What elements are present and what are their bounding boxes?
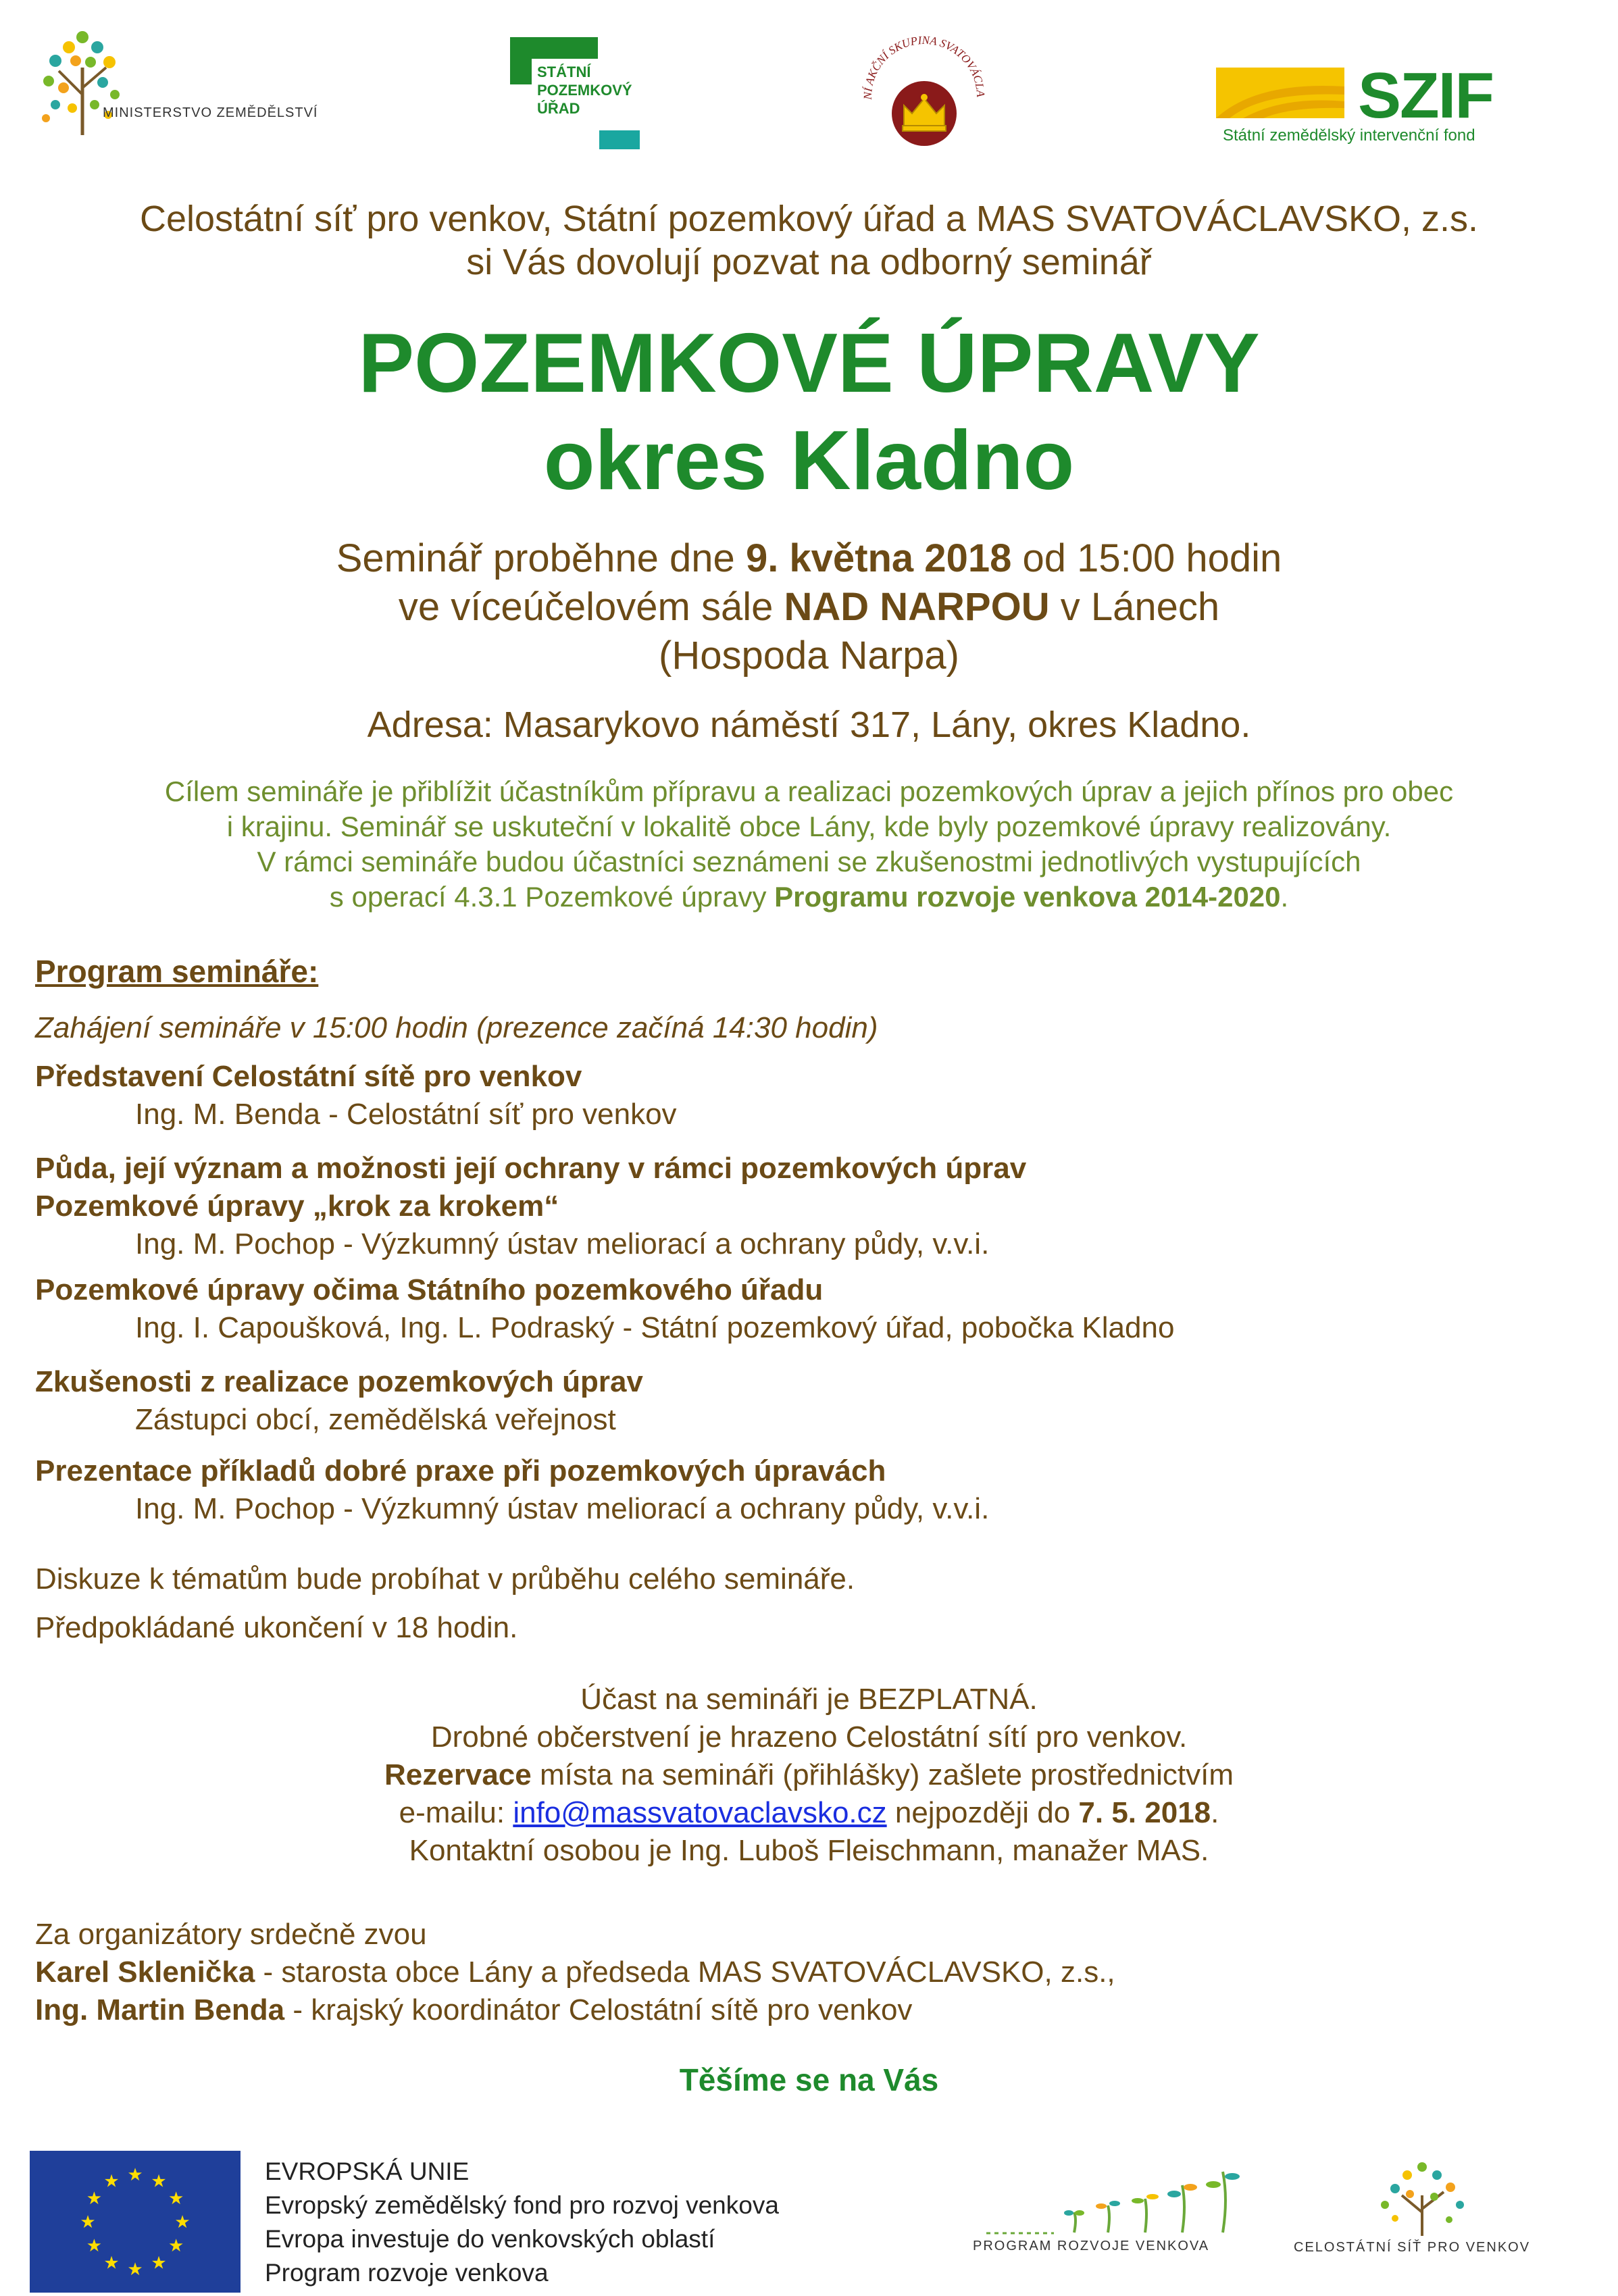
eu-star-icon: ★ [151,2170,167,2191]
program-item-speaker: Ing. M. Benda - Celostátní síť pro venkov [135,1098,677,1131]
organizer-1 [35,1954,1115,1991]
eu-star-icon: ★ [174,2212,191,2232]
program-opening: Zahájení semináře v 15:00 hodin (prezence začíná 14:30 hodin) [35,1011,878,1044]
program-item-title: Zkušenosti z realizace pozemkových úprav [35,1365,643,1398]
logo-statni-pozemkovy-urad [510,37,645,152]
program-item-speaker: Ing. M. Pochop - Výzkumný ústav meliorací a ochrany půdy, v.v.i. [135,1492,990,1525]
info-line-1: Účast na semináři je BEZPLATNÁ. [580,1683,1038,1716]
prv-sprouts-icon [973,2168,1257,2236]
program-heading: Program semináře: [35,954,319,989]
event-venue-suffix: v Lánech [1049,585,1220,629]
logo-celostatni-sit-pro-venkov [1294,2155,1550,2263]
spu-teal-square [599,130,640,149]
eu-line-1: EVROPSKÁ UNIE [265,2158,470,2185]
program-end: Předpokládané ukončení v 18 hodin. [35,1611,518,1644]
szif-subtitle: Státní zemědělský intervenční fond [1223,126,1475,145]
szif-field-icon [1216,68,1344,118]
eu-star-icon: ★ [103,2252,120,2273]
eu-line-2: Evropský zemědělský fond pro rozvoj venkova [265,2191,779,2219]
spu-green-vertical [510,37,532,84]
logo-ministerstvo-zemedelstvi [35,20,318,142]
info-block [0,1681,1618,1870]
event-venue: NAD NARPOU [784,585,1050,629]
goal-program-name: Programu rozvoje venkova 2014-2020 [774,881,1281,913]
program-item-speaker: Ing. I. Capoušková, Ing. L. Podraský - Státní pozemkový úřad, pobočka Kladno [135,1311,1175,1344]
program-item-2 [35,1150,1026,1263]
info-line-3-rest: místa na semináři (přihlášky) zašlete prostřednictvím [531,1758,1234,1791]
program-item-title: Pozemkové úpravy očima Státního pozemkového úřadu [35,1273,824,1306]
event-date: 9. května 2018 [745,536,1012,580]
page-subtitle: okres Kladno [543,414,1075,507]
eu-star-icon: ★ [127,2164,143,2185]
goal-line-4 [0,879,1618,915]
event-venue-line [0,584,1618,631]
event-venue-prefix: ve víceúčelovém sále [398,585,784,629]
goal-line-4-suffix: . [1280,881,1289,913]
program-discussion: Diskuze k tématům bude probíhat v průběhu celého semináře. [35,1562,855,1596]
eu-stars-icon [30,2151,241,2293]
prv-label: PROGRAM ROZVOJE VENKOVA [973,2239,1210,2253]
info-line-4-suffix: . [1211,1796,1219,1829]
eu-star-icon: ★ [127,2259,143,2279]
goal-line-2: i krajinu. Seminář se uskuteční v lokalitě obce Lány, kde byly pozemkové úpravy realizovány. [226,811,1392,842]
info-line-5: Kontaktní osobou je Ing. Luboš Fleischmann, manažer MAS. [409,1834,1209,1867]
mas-arc-text: NÍ AKČNÍ SKUPINA SVATOVÁCLA [861,33,988,100]
goal-line-3: V rámci semináře budou účastníci seznámeni se zkušenostmi jednotlivých vystupujících [257,846,1361,877]
info-deadline: 7. 5. 2018 [1078,1796,1211,1829]
email-link[interactable]: info@massvatovaclavsko.cz [513,1796,887,1829]
event-address: Adresa: Masarykovo náměstí 317, Lány, okres Kladno. [367,705,1251,745]
organizer-2 [35,1991,912,2029]
organizer-2-role: - krajský koordinátor Celostátní sítě pro venkov [284,1993,913,2026]
info-line-4 [0,1794,1618,1832]
szif-name: SZIF [1358,59,1493,132]
event-time: od 15:00 hodin [1011,536,1282,580]
eu-star-icon: ★ [103,2170,120,2191]
eu-star-icon: ★ [80,2212,96,2232]
program-item-speaker: Ing. M. Pochop - Výzkumný ústav meliorací a ochrany půdy, v.v.i. [135,1227,990,1260]
program-item-title-2: Pozemkové úpravy „krok za krokem“ [35,1190,559,1223]
ministerstvo-label: MINISTERSTVO ZEMĚDĚLSTVÍ [103,105,318,120]
page-title: POZEMKOVÉ ÚPRAVY [358,317,1260,410]
spu-label-1: STÁTNÍ [537,63,591,80]
program-item-title: Půda, její význam a možnosti její ochrany v rámci pozemkových úprav [35,1152,1027,1185]
spu-label [537,63,632,118]
program-item-1 [35,1058,677,1133]
eu-line-3: Evropa investuje do venkovských oblastí [265,2225,715,2253]
css-tree-icon [1294,2155,1550,2239]
eu-flag [30,2151,241,2293]
logo-szif [1216,59,1527,152]
eu-star-icon: ★ [86,2235,103,2255]
info-line-3 [0,1756,1618,1794]
goal-line-4-prefix: s operací 4.3.1 Pozemkové úpravy [329,881,775,913]
intro-line-1: Celostátní síť pro venkov, Státní pozemkový úřad a MAS SVATOVÁCLAVSKO, z.s. [139,199,1479,239]
info-line-2: Drobné občerstvení je hrazeno Celostátní sítí pro venkov. [430,1720,1188,1754]
event-date-line [0,535,1618,582]
eu-line-4: Program rozvoje venkova [265,2259,549,2287]
spu-label-2: POZEMKOVÝ [537,82,632,99]
organizer-1-name: Karel Sklenička [35,1956,255,1989]
closing-text: Těšíme se na Vás [679,2062,939,2097]
logo-program-rozvoje-venkova [973,2168,1257,2256]
organizer-2-name: Ing. Martin Benda [35,1993,285,2026]
program-item-3 [35,1271,1174,1347]
spu-label-3: ÚŘAD [537,100,580,117]
event-date-prefix: Seminář proběhne dne [336,536,746,580]
event-venue-note: (Hospoda Narpa) [659,634,959,678]
goal-line-1: Cílem semináře je přiblížit účastníkům přípravu a realizaci pozemkových úprav a jejich přínos pro obec [164,775,1454,807]
logo-mas-svatovaclavsko [857,32,992,147]
organizers-intro: Za organizátory srdečně zvou [35,1918,427,1951]
css-label: CELOSTÁTNÍ SÍŤ PRO VENKOV [1294,2240,1531,2255]
intro-line-2: si Vás dovolují pozvat na odborný seminář [466,242,1152,282]
program-item-4 [35,1363,643,1439]
program-item-title: Prezentace příkladů dobré praxe při pozemkových úpravách [35,1454,886,1487]
info-line-4-mid: nejpozději do [886,1796,1079,1829]
program-item-speaker: Zástupci obcí, zemědělská veřejnost [135,1403,616,1436]
eu-star-icon: ★ [168,2188,184,2208]
organizer-1-role: - starosta obce Lány a předseda MAS SVATOVÁCLAVSKO, z.s., [255,1956,1115,1989]
eu-star-icon: ★ [168,2235,184,2255]
program-item-5 [35,1452,989,1528]
info-line-4-prefix: e-mailu: [399,1796,513,1829]
eu-text-block [265,2155,779,2290]
eu-star-icon: ★ [86,2188,103,2208]
tree-icon [35,20,123,142]
program-item-title: Představení Celostátní sítě pro venkov [35,1060,582,1093]
eu-star-icon: ★ [151,2252,167,2273]
info-reservation: Rezervace [384,1758,532,1791]
goal-paragraph [0,774,1618,915]
